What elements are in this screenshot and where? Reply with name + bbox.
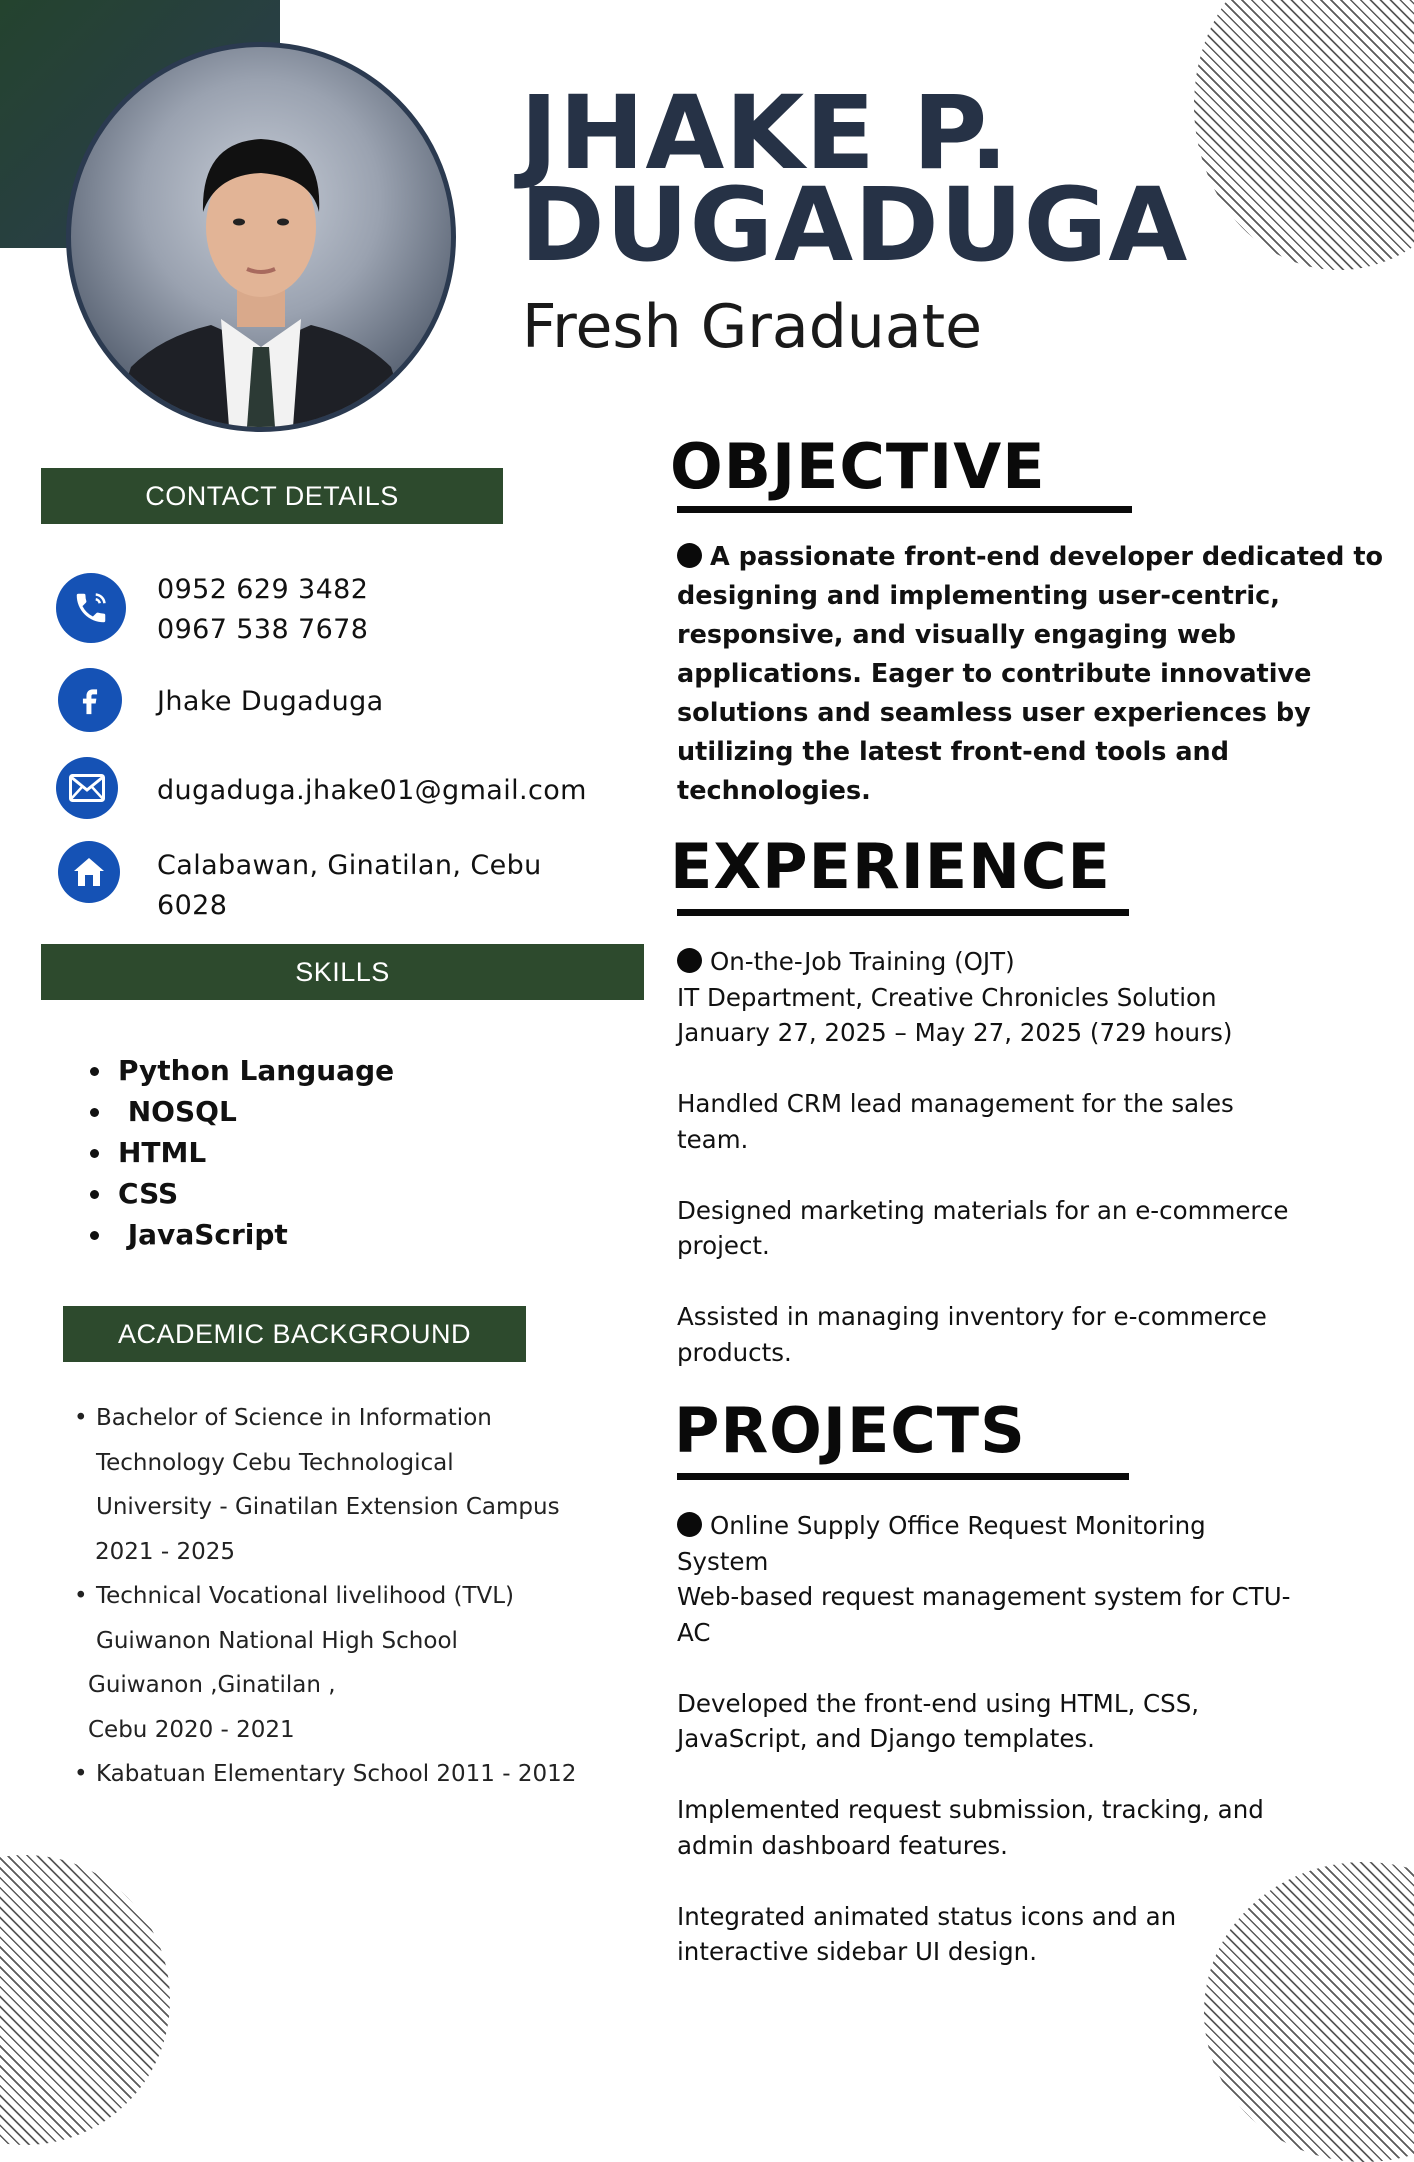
experience-role-row [677,944,1377,980]
academic-line: Technology Cebu Technological [96,1449,454,1476]
project-item: Integrated animated status icons and an interactive sidebar UI design. [677,1901,1177,1966]
home-icon [58,841,120,903]
experience-item: Assisted in managing inventory for e-commerce products. [677,1302,1267,1367]
bullet-icon [677,948,702,973]
experience-organization: IT Department, Creative Chronicles Solution [677,982,1217,1012]
name-line-1: JHAKE P. [520,74,1010,193]
objective-underline [677,506,1132,513]
objective-text: A passionate front-end developer dedicated to designing and implementing user-centric, responsive, and visually engaging web applications. Eager to contribute innovative solutions and seamless user experiences by utilizing the latest front-end tools and technologies. [677,542,1384,806]
experience-role: On-the-Job Training (OJT) [710,947,1015,976]
project-item: Developed the front-end using HTML, CSS, JavaScript, and Django templates. [677,1688,1200,1753]
candidate-name [520,74,1380,285]
address-line-1: Calabawan, Ginatilan, Cebu [157,850,542,881]
phone-number-1: 0952 629 3482 [157,574,369,605]
skill-item: • Python Language [114,1050,394,1091]
project-description: Web-based request management system for CTU-AC [677,1582,1291,1647]
person-portrait-icon [71,47,451,427]
academic-line: 2021 - 2025 [95,1538,235,1565]
mail-icon [56,757,118,819]
facebook-icon [58,668,122,732]
experience-item: Handled CRM lead management for the sales team. [677,1089,1234,1154]
experience-entry [677,944,1377,1370]
facebook-name: Jhake Dugaduga [157,686,384,717]
experience-underline [677,909,1129,916]
profile-photo [66,42,456,432]
academic-line: Guiwanon National High School [96,1627,458,1654]
projects-heading: PROJECTS [674,1394,1026,1467]
experience-dates: January 27, 2025 – May 27, 2025 (729 hours) [677,1018,1233,1047]
hatch-decoration-bottom-left [0,1855,170,2145]
academic-line: University - Ginatilan Extension Campus [96,1494,560,1520]
experience-heading: EXPERIENCE [670,830,1111,903]
project-name-row [677,1508,1277,1579]
skill-item: • NOSQL [114,1091,394,1132]
project-name: Online Supply Office Request Monitoring System [677,1511,1206,1576]
skills-heading: SKILLS [41,944,644,1000]
academic-item: • Kabatuan Elementary School 2011 - 2012 [66,1752,606,1797]
name-line-2: DUGADUGA [520,166,1189,285]
bullet-icon: • [74,1761,88,1787]
academic-item: • Technical Vocational livelihood (TVL) [66,1574,606,1619]
address-line-2: 6028 [157,890,228,921]
academic-line: Cebu 2020 - 2021 [88,1716,295,1743]
bullet-icon: • [74,1405,88,1431]
academic-line: Guiwanon ,Ginatilan , [88,1672,336,1698]
academic-list [66,1396,606,1797]
bullet-icon [677,543,702,568]
bullet-icon [677,1512,702,1537]
project-item: Implemented request submission, tracking, and admin dashboard features. [677,1795,1264,1860]
academic-item: • Bachelor of Science in Information [66,1396,606,1441]
contact-details-heading: CONTACT DETAILS [41,468,503,524]
email-address: dugaduga.jhake01@gmail.com [157,775,587,806]
phone-icon [56,573,126,643]
phone-number-2: 0967 538 7678 [157,614,369,645]
skill-item: • CSS [114,1173,394,1214]
skill-item: • JavaScript [114,1214,394,1255]
bullet-icon: • [74,1583,88,1609]
academic-background-heading: ACADEMIC BACKGROUND [63,1306,526,1362]
job-title: Fresh Graduate [522,292,983,362]
projects-underline [677,1473,1129,1480]
experience-item: Designed marketing materials for an e-commerce project. [677,1195,1289,1260]
skill-item: • HTML [114,1132,394,1173]
objective-heading: OBJECTIVE [670,430,1046,503]
skills-list [80,1050,394,1255]
project-entry [677,1508,1377,1970]
